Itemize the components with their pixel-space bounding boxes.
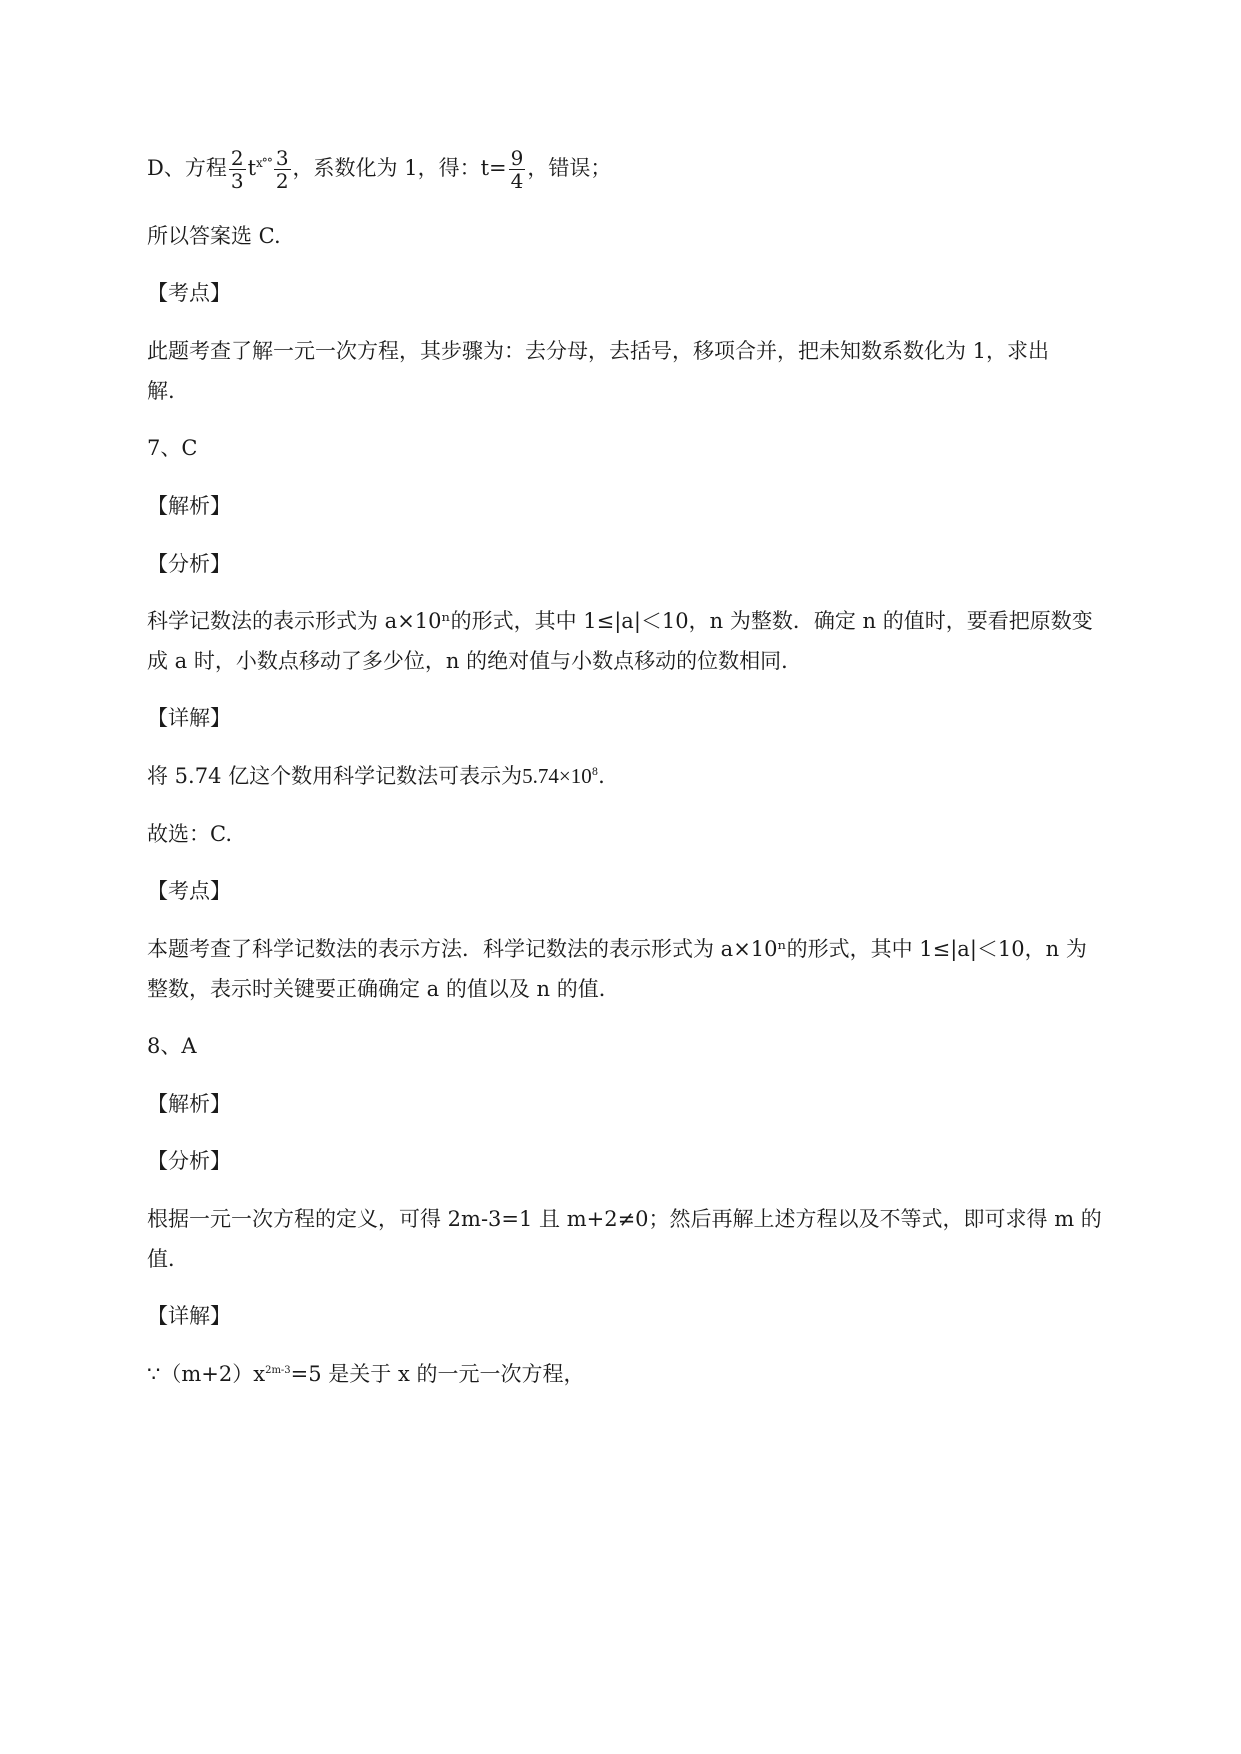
fraction-nine-quarters: $\frac{9}{4}$ xyxy=(510,146,524,193)
q7-fenxi-line-2: 成 a 时，小数点移动了多少位，n 的绝对值与小数点移动的位数相同． xyxy=(147,649,803,673)
q7-detail-prefix: 将 5.74 亿这个数用科学记数法可表示为 xyxy=(147,764,523,788)
q7-kaodian-line-1: 本题考查了科学记数法的表示方法．科学记数法的表示形式为 a×10ⁿ的形式，其中 1≤|a|＜10，n 为 xyxy=(147,937,1087,961)
q7-kaodian-line-2: 整数，表示时关键要正确确定 a 的值以及 n 的值． xyxy=(147,977,620,1001)
answer-line: 所以答案选 C. xyxy=(147,224,281,248)
question-8-heading: 8、A xyxy=(147,1034,197,1058)
q8-jiexi-heading: 【解析】 xyxy=(147,1092,231,1116)
fraction-three-halves: $\frac{3}{2}$ xyxy=(275,146,289,193)
q7-fenxi-line-1: 科学记数法的表示形式为 a×10ⁿ的形式，其中 1≤|a|＜10，n 为整数．确定 n 的值时，要看把原数变 xyxy=(147,609,1093,633)
q7-detail-base: 5.74×10 xyxy=(522,764,592,788)
q7-xiangjie-heading: 【详解】 xyxy=(147,706,231,730)
q8-xiangjie-heading: 【详解】 xyxy=(147,1304,231,1328)
question-7-heading: 7、C xyxy=(147,436,198,460)
kaodian-text-1-line-1: 此题考查了解一元一次方程，其步骤为：去分母，去括号，移项合并，把未知数系数化为 1，求出 xyxy=(147,339,1050,363)
option-d-suffix: ，错误； xyxy=(527,156,612,180)
q7-detail-exponent: 8 xyxy=(591,767,599,778)
q7-detail-suffix: . xyxy=(598,764,605,788)
option-d-line xyxy=(147,147,611,192)
q8-detail-suffix: =5 是关于 x 的一元一次方程， xyxy=(290,1362,585,1386)
q8-fenxi-line-2: 值． xyxy=(147,1247,189,1271)
garbled-symbol: x° xyxy=(256,156,267,170)
q7-fenxi-heading: 【分析】 xyxy=(147,552,231,576)
q8-detail-exponent: 2m-3 xyxy=(265,1365,291,1376)
option-d-prefix: D、方程 xyxy=(147,156,227,180)
garbled-symbol-2: ° xyxy=(266,156,272,170)
kaodian-text-1-line-2: 解. xyxy=(147,379,175,403)
fraction-two-thirds: $\frac{2}{3}$ xyxy=(230,146,244,193)
kaodian-heading-1: 【考点】 xyxy=(147,281,231,305)
q8-fenxi-line-1: 根据一元一次方程的定义，可得 2m-3=1 且 m+2≠0；然后再解上述方程以及不等式，即可求得 m 的 xyxy=(147,1207,1102,1231)
q8-fenxi-heading: 【分析】 xyxy=(147,1149,231,1173)
q7-jiexi-heading: 【解析】 xyxy=(147,494,231,518)
q8-detail-prefix: ∵（m+2）x xyxy=(147,1362,266,1386)
variable-t: t xyxy=(247,156,257,180)
q8-detail-line xyxy=(147,1360,585,1388)
q7-kaodian-heading: 【考点】 xyxy=(147,879,231,903)
option-d-middle: ，系数化为 1，得：t= xyxy=(292,156,507,180)
q7-detail-line xyxy=(147,762,605,790)
q7-choose-line: 故选：C. xyxy=(147,822,232,846)
